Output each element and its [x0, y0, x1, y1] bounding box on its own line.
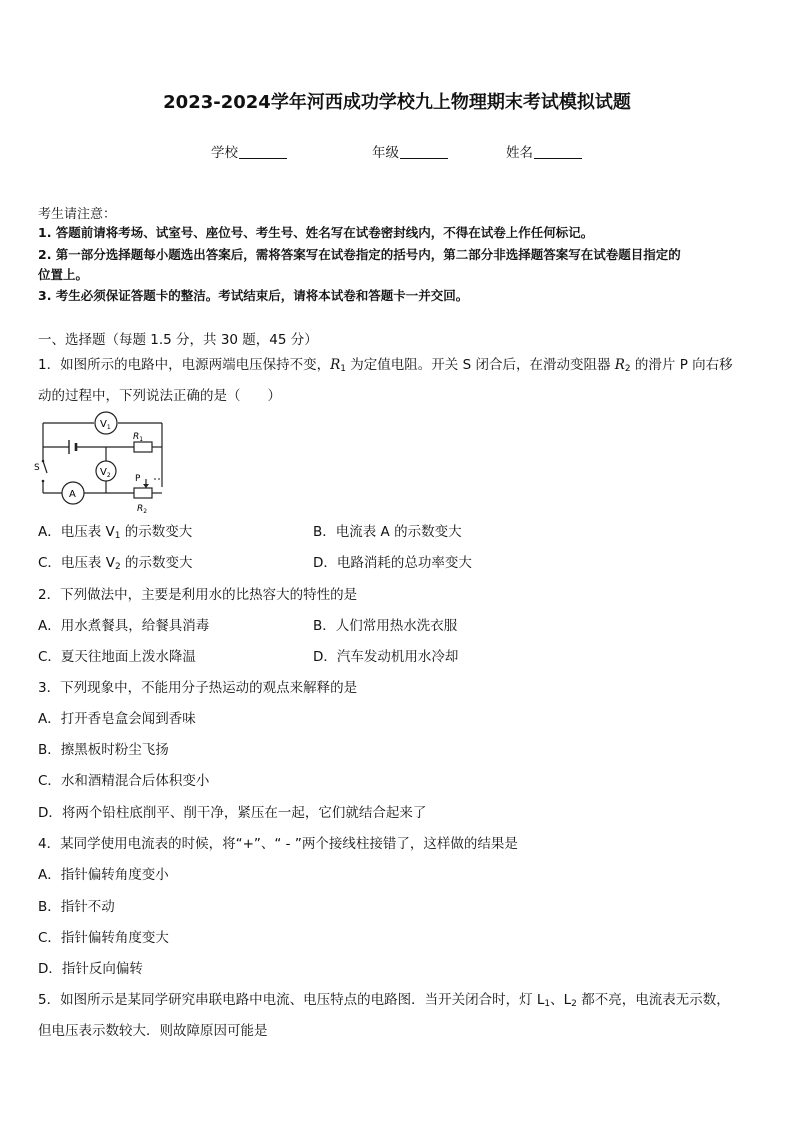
v1-label: $V_1$: [100, 419, 111, 431]
name-field[interactable]: [506, 141, 582, 161]
section-heading: 一、选择题（每题 1.5 分，共 30 题，45 分）: [38, 332, 318, 348]
q3-option-a[interactable]: A．打开香皂盒会闻到香味: [38, 711, 196, 727]
r1-label: $R_1$: [133, 432, 144, 443]
q1-circuit-diagram: [34, 409, 174, 514]
q4-option-d[interactable]: D．指针反向偏转: [38, 961, 143, 977]
q5-stem: 5．如图所示是某同学研究串联电路中电流、电压特点的电路图．当开关闭合时，灯 $L_1$、$L_2$ 都不亮，电流表无示数，: [38, 992, 730, 1009]
q1-option-b[interactable]: B．电流表 A 的示数变大: [313, 524, 462, 540]
notice-item: 2. 第一部分选择题每小题选出答案后，需将答案写在试卷指定的括号内，第二部分非选择题答案写在试卷题目指定的: [38, 247, 681, 262]
q4-option-b[interactable]: B．指针不动: [38, 899, 115, 915]
q1-stem: 1．如图所示的电路中，电源两端电压保持不变，$R_1$ 为定值电阻。开关 S 闭合后，在滑动变阻器 $R_2$ 的滑片 P 向右移: [38, 357, 733, 374]
q1-option-d[interactable]: D．电路消耗的总功率变大: [313, 555, 472, 571]
notice-heading: 考生请注意：: [38, 207, 117, 222]
q4-option-c[interactable]: C．指针偏转角度变大: [38, 930, 169, 946]
grade-field[interactable]: [372, 141, 448, 161]
switch-label: S: [34, 463, 40, 473]
name-label: 姓名: [506, 145, 533, 161]
rheostat-r2: [134, 488, 152, 498]
q1-option-c[interactable]: C．电压表 $V_2$ 的示数变大: [38, 555, 193, 572]
q1-option-a[interactable]: A．电压表 $V_1$ 的示数变大: [38, 524, 193, 541]
q3-option-c[interactable]: C．水和酒精混合后体积变小: [38, 773, 210, 789]
q1-stem-line2: 动的过程中，下列说法正确的是（ ）: [38, 388, 281, 404]
grade-label: 年级: [372, 145, 399, 161]
school-blank[interactable]: [239, 144, 287, 159]
q3-option-d[interactable]: D．将两个铅柱底削平、削干净，紧压在一起，它们就结合起来了: [38, 805, 427, 821]
page-title: 2023-2024学年河西成功学校九上物理期末考试模拟试题: [163, 92, 631, 113]
q2-option-a[interactable]: A．用水煮餐具，给餐具消毒: [38, 618, 210, 634]
school-label: 学校: [211, 145, 238, 161]
notice-item: 3. 考生必须保证答题卡的整洁。考试结束后，请将本试卷和答题卡一并交回。: [38, 288, 469, 303]
q4-stem: 4．某同学使用电流表的时候，将“+”、“ - ”两个接线柱接错了，这样做的结果是: [38, 836, 518, 852]
ammeter-label: A: [69, 489, 76, 500]
r2-label: $R_2$: [137, 504, 148, 514]
slider-label: P: [135, 474, 141, 484]
resistor-r1: [134, 442, 152, 452]
q2-option-b[interactable]: B．人们常用热水洗衣服: [313, 618, 458, 634]
notice-item: 位置上。: [38, 267, 89, 282]
q5-stem-line2: 但电压表示数较大．则故障原因可能是: [38, 1023, 268, 1039]
notice-item: 1. 答题前请将考场、试室号、座位号、考生号、姓名写在试卷密封线内，不得在试卷上作任何标记。: [38, 225, 594, 240]
v2-label: $V_2$: [100, 467, 111, 479]
grade-blank[interactable]: [400, 144, 448, 159]
q2-option-c[interactable]: C．夏天往地面上泼水降温: [38, 649, 196, 665]
q4-option-a[interactable]: A．指针偏转角度变小: [38, 867, 169, 883]
school-field[interactable]: [211, 141, 287, 161]
slider-arrow-icon: [143, 484, 149, 488]
q3-option-b[interactable]: B．擦黑板时粉尘飞扬: [38, 742, 169, 758]
q3-stem: 3．下列现象中，不能用分子热运动的观点来解释的是: [38, 680, 358, 696]
q2-stem: 2．下列做法中，主要是利用水的比热容大的特性的是: [38, 587, 358, 603]
q2-option-d[interactable]: D．汽车发动机用水冷却: [313, 649, 459, 665]
name-blank[interactable]: [534, 144, 582, 159]
